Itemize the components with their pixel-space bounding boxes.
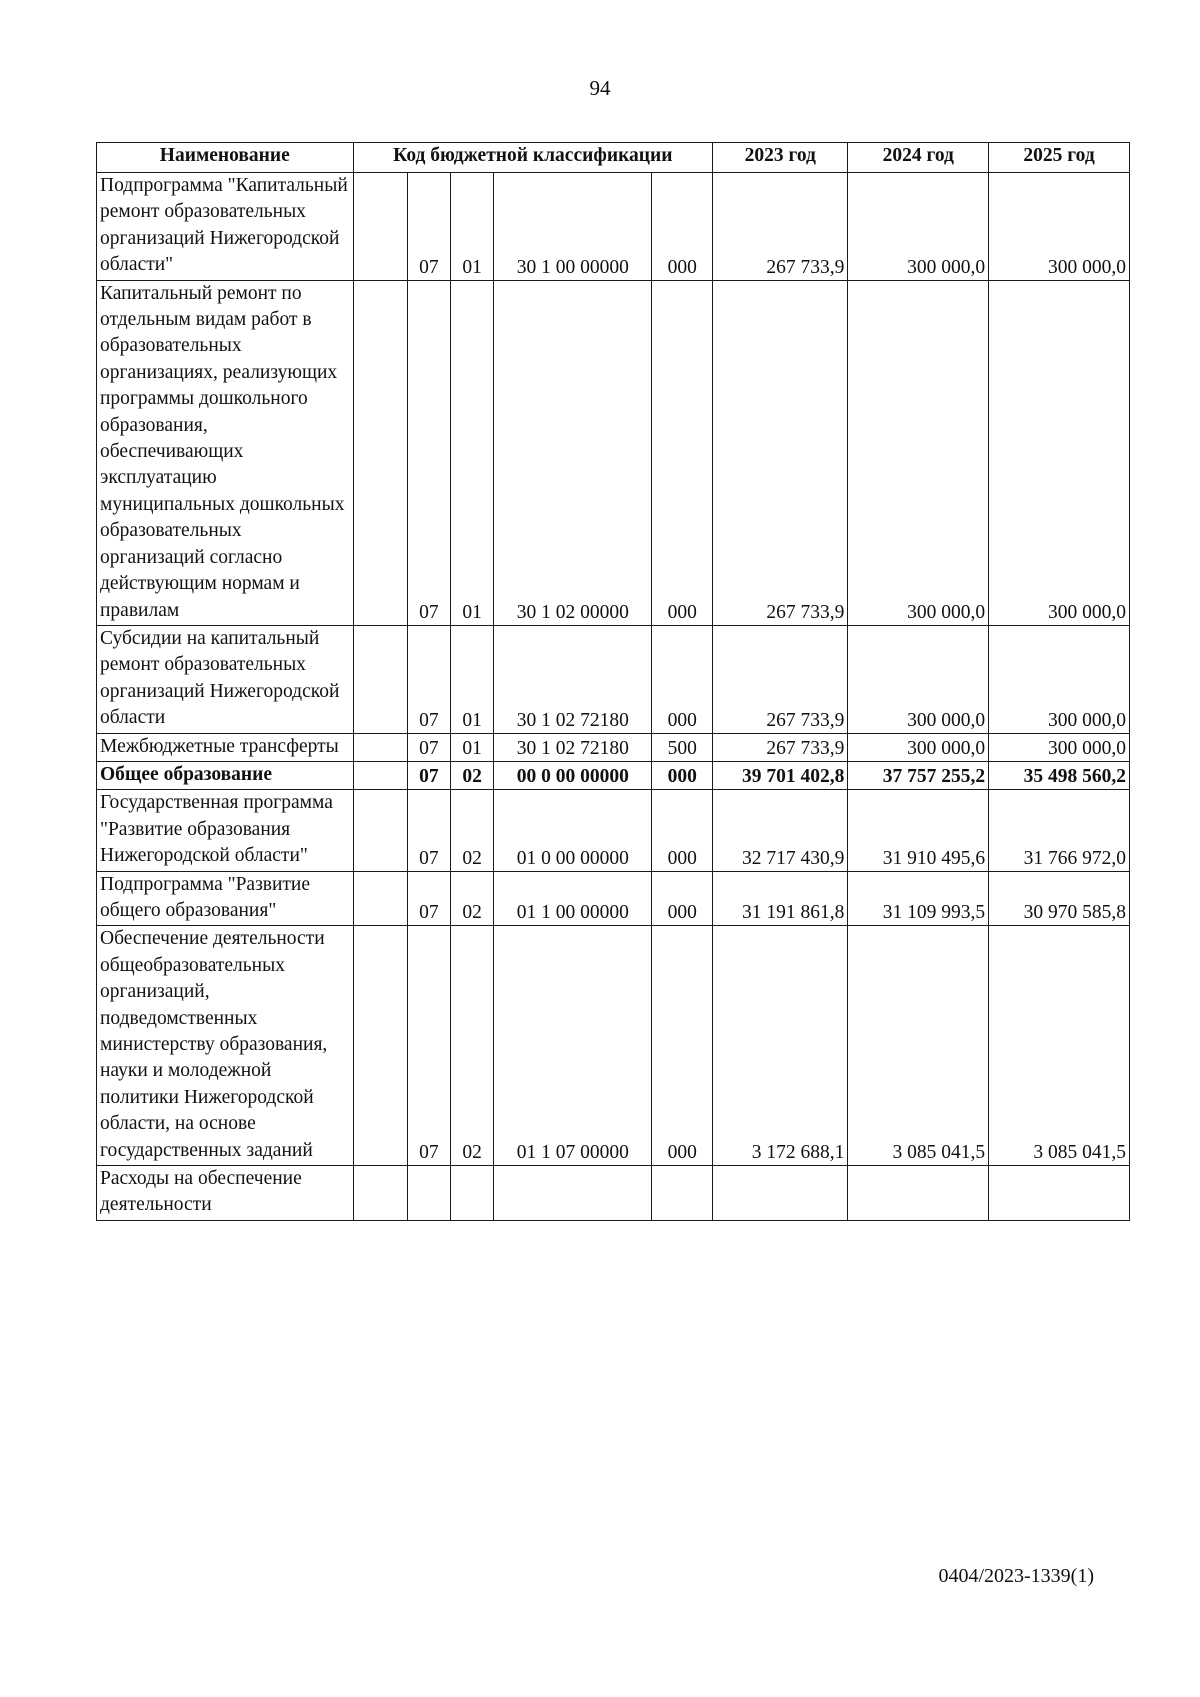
table-row [97,761,1130,789]
cell-2024: 300 000,0 [848,733,989,761]
cell-2023: 3 172 688,1 [713,926,848,1166]
cell-2024: 300 000,0 [848,173,989,281]
cell-2023: 39 701 402,8 [713,761,848,789]
cell-target-code [494,1166,652,1221]
cell-subsection: 02 [451,926,494,1166]
header-2024: 2024 год [848,143,989,173]
table-row [97,733,1130,761]
header-2023: 2023 год [713,143,848,173]
cell-2024: 31 109 993,5 [848,871,989,926]
cell-name: Межбюджетные трансферты [97,733,354,761]
cell-2025: 35 498 560,2 [989,761,1130,789]
cell-name: Общее образование [97,761,354,789]
cell-expense-type: 000 [652,926,713,1166]
page-number: 94 [589,76,611,100]
cell-subsection: 01 [451,625,494,733]
cell-2023: 31 191 861,8 [713,871,848,926]
cell-section: 07 [407,761,450,789]
document-code: 0404/2023-1339(1) [938,1565,1094,1587]
cell-blank [353,871,407,926]
cell-subsection: 02 [451,790,494,871]
cell-section [407,1166,450,1221]
cell-expense-type: 500 [652,733,713,761]
cell-2024: 3 085 041,5 [848,926,989,1166]
cell-expense-type: 000 [652,761,713,789]
cell-target-code: 30 1 02 00000 [494,280,652,625]
cell-section: 07 [407,733,450,761]
table-row [97,790,1130,871]
cell-target-code: 01 1 00 00000 [494,871,652,926]
table-row [97,1166,1130,1221]
cell-name: Государственная программа "Развитие образования Нижегородской области" [97,790,354,871]
cell-expense-type [652,1166,713,1221]
cell-expense-type: 000 [652,790,713,871]
cell-expense-type: 000 [652,280,713,625]
cell-2023: 267 733,9 [713,733,848,761]
cell-blank [353,761,407,789]
cell-section: 07 [407,871,450,926]
cell-section: 07 [407,790,450,871]
cell-expense-type: 000 [652,871,713,926]
cell-subsection: 01 [451,733,494,761]
cell-2025: 3 085 041,5 [989,926,1130,1166]
table-body [97,173,1130,1221]
cell-name: Подпрограмма "Развитие общего образования" [97,871,354,926]
cell-name: Расходы на обеспечение деятельности [97,1166,354,1221]
cell-section: 07 [407,280,450,625]
cell-2024: 31 910 495,6 [848,790,989,871]
cell-name: Капитальный ремонт по отдельным видам работ в образовательных организациях, реализующих программы дошкольного образования, обеспечивающих эксплуатацию муниципальных дошкольных образовательных организаций согласно действующим нормам и правилам [97,280,354,625]
cell-section: 07 [407,625,450,733]
cell-blank [353,733,407,761]
cell-2025: 30 970 585,8 [989,871,1130,926]
cell-name: Подпрограмма "Капитальный ремонт образовательных организаций Нижегородской области" [97,173,354,281]
cell-2025: 300 000,0 [989,173,1130,281]
cell-subsection: 01 [451,173,494,281]
cell-subsection: 02 [451,871,494,926]
header-2025: 2025 год [989,143,1130,173]
cell-2023: 32 717 430,9 [713,790,848,871]
cell-2025: 300 000,0 [989,625,1130,733]
cell-blank [353,173,407,281]
cell-target-code: 30 1 00 00000 [494,173,652,281]
cell-subsection [451,1166,494,1221]
cell-2025: 300 000,0 [989,280,1130,625]
cell-2023: 267 733,9 [713,625,848,733]
cell-2023: 267 733,9 [713,280,848,625]
cell-2024: 300 000,0 [848,280,989,625]
cell-blank [353,625,407,733]
cell-2023: 267 733,9 [713,173,848,281]
cell-target-code: 30 1 02 72180 [494,625,652,733]
cell-blank [353,280,407,625]
table-row [97,173,1130,281]
cell-section: 07 [407,926,450,1166]
cell-subsection: 01 [451,280,494,625]
cell-2024 [848,1166,989,1221]
cell-expense-type: 000 [652,625,713,733]
cell-2023 [713,1166,848,1221]
table-row [97,625,1130,733]
cell-target-code: 00 0 00 00000 [494,761,652,789]
cell-expense-type: 000 [652,173,713,281]
cell-2025: 300 000,0 [989,733,1130,761]
cell-subsection: 02 [451,761,494,789]
table-row [97,871,1130,926]
header-code: Код бюджетной классификации [353,143,712,173]
cell-blank [353,926,407,1166]
cell-target-code: 01 1 07 00000 [494,926,652,1166]
cell-blank [353,1166,407,1221]
cell-blank [353,790,407,871]
table-row [97,926,1130,1166]
header-name: Наименование [97,143,354,173]
cell-name: Обеспечение деятельности общеобразовательных организаций, подведомственных министерству образования, науки и молодежной политики Нижегородской области, на основе государственных заданий [97,926,354,1166]
table-header-row [97,143,1130,173]
budget-table [96,142,1130,1221]
cell-section: 07 [407,173,450,281]
cell-2025: 31 766 972,0 [989,790,1130,871]
cell-name: Субсидии на капитальный ремонт образовательных организаций Нижегородской области [97,625,354,733]
cell-2025 [989,1166,1130,1221]
table-row [97,280,1130,625]
cell-target-code: 01 0 00 00000 [494,790,652,871]
cell-target-code: 30 1 02 72180 [494,733,652,761]
cell-2024: 300 000,0 [848,625,989,733]
cell-2024: 37 757 255,2 [848,761,989,789]
